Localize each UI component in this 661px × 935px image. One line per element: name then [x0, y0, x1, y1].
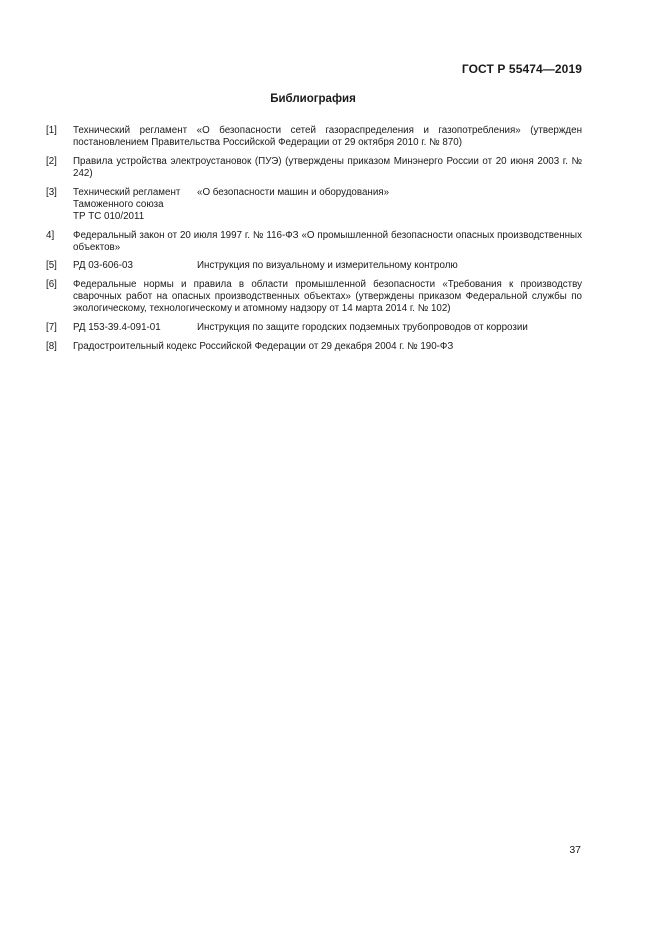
entry-text: Градостроительный кодекс Российской Федерации от 29 декабря 2004 г. № 190-ФЗ	[73, 340, 454, 352]
entry-number: [5]	[46, 260, 57, 272]
entry-code: РД 03-606-03	[73, 260, 133, 272]
entry-number: [8]	[46, 340, 57, 352]
entry-description: «О безопасности машин и оборудования»	[197, 186, 390, 198]
entry-code: РД 153-39.4-091-01	[73, 321, 161, 333]
entry-code-line: Таможенного союза	[73, 198, 164, 210]
entry-code	[73, 187, 197, 224]
entry-columns	[73, 260, 582, 272]
document-code: ГОСТ Р 55474—2019	[461, 62, 582, 76]
entry-number: [6]	[46, 278, 57, 290]
bibliography-entry	[46, 125, 582, 149]
entry-number: [3]	[46, 186, 57, 198]
bibliography-list	[46, 125, 582, 359]
entry-columns	[73, 187, 582, 224]
entry-number: 4]	[46, 229, 55, 241]
entry-text: Правила устройства электроустановок (ПУЭ) (утверждены приказом Минэнерго России от 20 июня 2003 г. № 242)	[73, 155, 582, 179]
bibliography-entry	[46, 341, 582, 353]
entry-text: Федеральные нормы и правила в области промышленной безопасности «Требования к производству сварочных работ на опасных производственных объектах» (утверждены приказом Федеральной службы по экологическому, технологическому и атомному надзору от 14 марта 2014 г. № 102)	[73, 278, 582, 315]
entry-number: [1]	[46, 125, 57, 136]
bibliography-entry	[46, 260, 582, 272]
bibliography-entry	[46, 322, 582, 334]
entry-number: [7]	[46, 321, 57, 333]
entry-number: [2]	[46, 155, 57, 167]
entry-columns	[73, 322, 582, 334]
entry-description: Инструкция по визуальному и измерительному контролю	[197, 260, 458, 272]
entry-code-line: ТР ТС 010/2011	[73, 211, 145, 222]
bibliography-entry	[46, 279, 582, 316]
bibliography-entry	[46, 187, 582, 224]
entry-description: Инструкция по защите городских подземных трубопроводов от коррозии	[197, 321, 528, 333]
bibliography-entry	[46, 156, 582, 180]
page-title: Библиография	[270, 93, 356, 105]
entry-text: Федеральный закон от 20 июля 1997 г. № 116-ФЗ «О промышленной безопасности опасных производственных объектов»	[73, 229, 582, 253]
entry-text: Технический регламент «О безопасности сетей газораспределения и газопотребления» (утвержден постановлением Правительства Российской Федерации от 29 октября 2010 г. № 870)	[73, 125, 582, 149]
page-number: 37	[569, 844, 581, 856]
entry-code-line: Технический регламент	[73, 186, 181, 198]
bibliography-entry	[46, 230, 582, 254]
